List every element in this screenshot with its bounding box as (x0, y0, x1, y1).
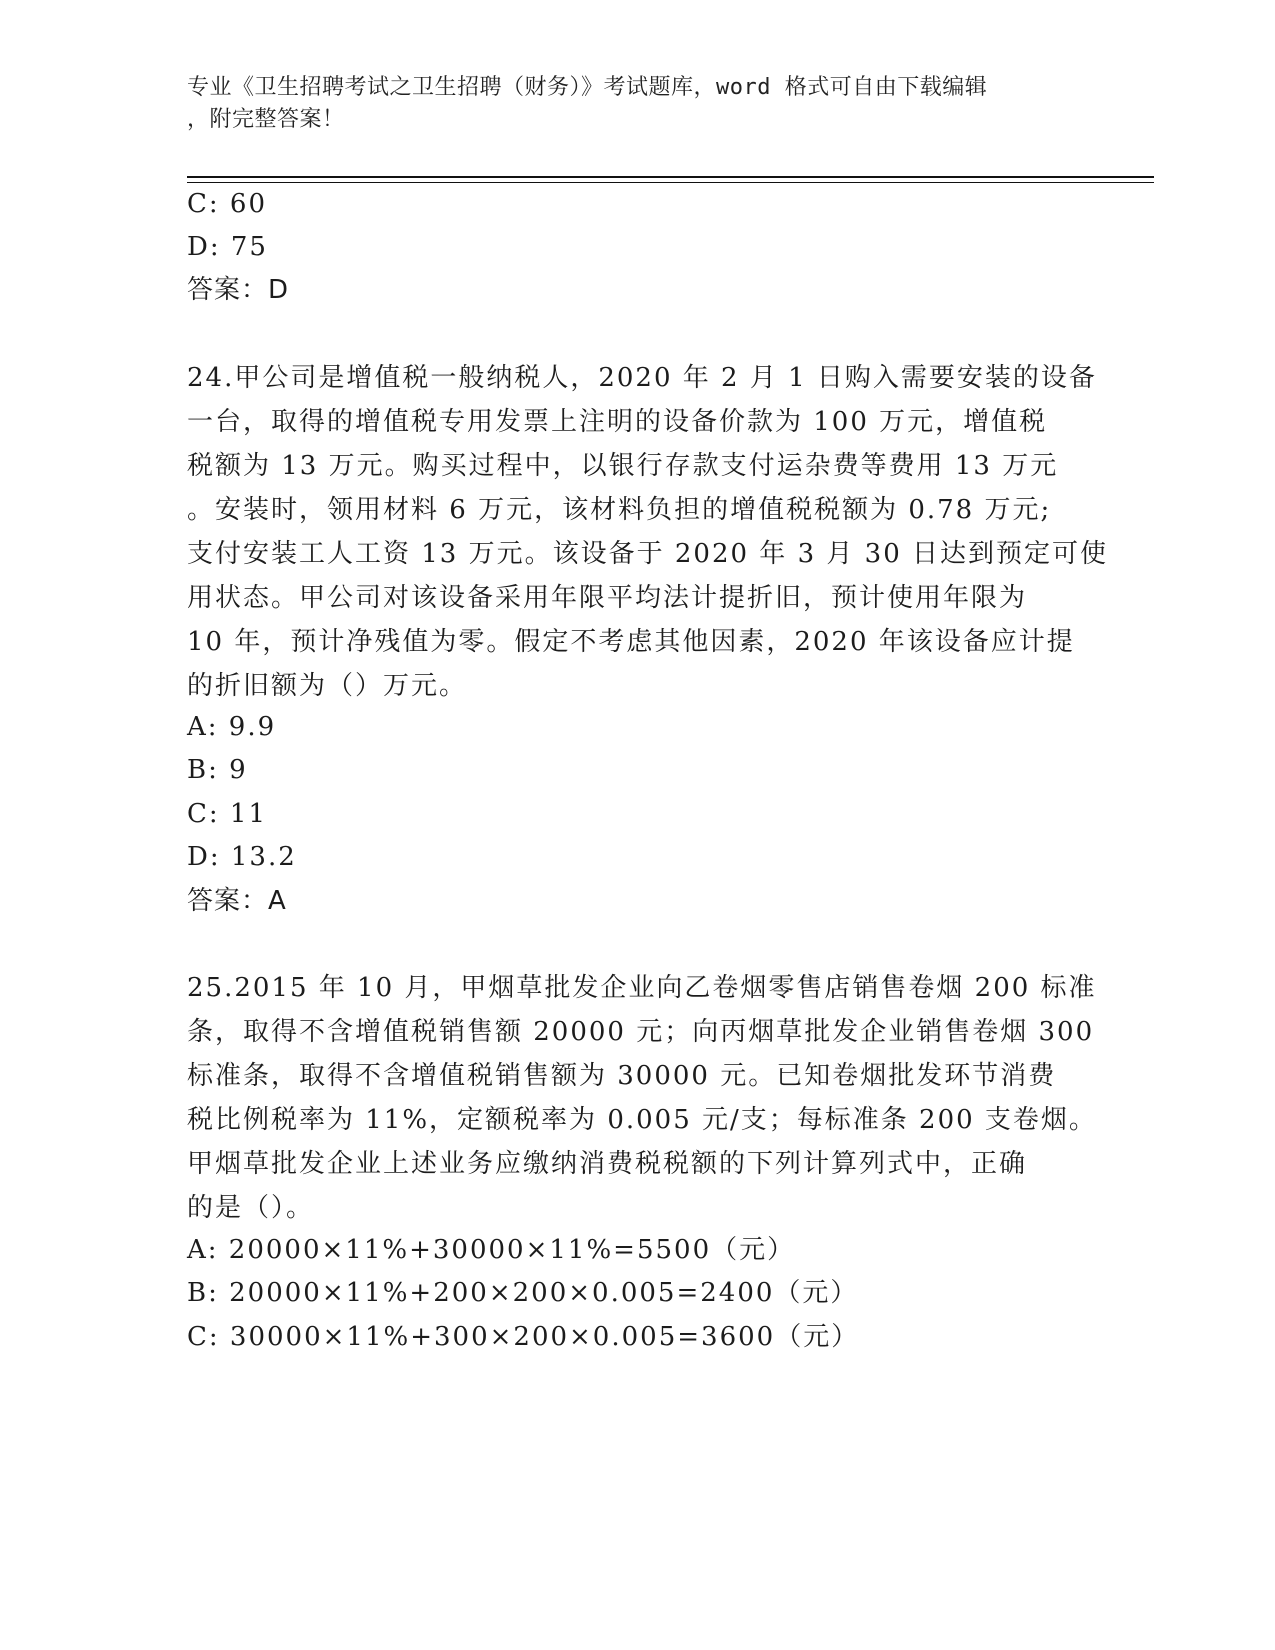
prev-answer: 答案：D (187, 275, 290, 305)
q25-option-b: B: 20000×11%+200×200×0.005=2400（元） (187, 1278, 859, 1308)
q24-text-line: 税额为 13 万元。购买过程中，以银行存款支付运杂费等费用 13 万元 (187, 451, 1059, 481)
q25-text-line: 甲烟草批发企业上述业务应缴纳消费税税额的下列计算列式中，正确 (187, 1149, 1028, 1179)
prev-option-d: D: 75 (187, 232, 268, 262)
q24-answer: 答案：A (187, 886, 287, 916)
q25-text-line: 标准条，取得不含增值税销售额为 30000 元。已知卷烟批发环节消费 (187, 1061, 1057, 1091)
prev-option-c: C: 60 (187, 189, 268, 219)
document-header (187, 72, 1067, 136)
header-line-2: ，附完整答案！ (187, 107, 345, 132)
header-divider-thick (187, 176, 1154, 178)
q25-text-line: 25.2015 年 10 月，甲烟草批发企业向乙卷烟零售店销售卷烟 200 标准 (187, 973, 1097, 1003)
q24-text-line: 支付安装工人工资 13 万元。该设备于 2020 年 3 月 30 日达到预定可使 (187, 539, 1108, 569)
q25-option-c: C: 30000×11%+300×200×0.005=3600（元） (187, 1322, 860, 1352)
q24-option-a: A: 9.9 (187, 712, 277, 742)
q24-text-line: 10 年，预计净残值为零。假定不考虑其他因素，2020 年该设备应计提 (187, 627, 1075, 657)
q25-text-line: 税比例税率为 11%，定额税率为 0.005 元/支；每标准条 200 支卷烟。 (187, 1105, 1097, 1135)
q24-option-b: B: 9 (187, 755, 248, 785)
header-divider-thin (187, 182, 1154, 183)
q25-option-a: A: 20000×11%+30000×11%=5500（元） (187, 1235, 796, 1265)
q25-text-line: 的是（）。 (187, 1193, 315, 1223)
q24-text-line: 一台，取得的增值税专用发票上注明的设备价款为 100 万元，增值税 (187, 407, 1048, 437)
q24-option-c: C: 11 (187, 799, 268, 829)
q25-text-line: 条，取得不含增值税销售额 20000 元；向丙烟草批发企业销售卷烟 300 (187, 1017, 1095, 1047)
q24-text-line: 24.甲公司是增值税一般纳税人，2020 年 2 月 1 日购入需要安装的设备 (187, 363, 1097, 393)
q24-text-line: 的折旧额为（）万元。 (187, 671, 468, 701)
header-line-1: 专业《卫生招聘考试之卫生招聘（财务）》考试题库，word 格式可自由下载编辑 (187, 75, 988, 100)
q24-text-line: 。安装时，领用材料 6 万元，该材料负担的增值税税额为 0.78 万元; (187, 495, 1052, 525)
q24-option-d: D: 13.2 (187, 842, 297, 872)
q24-text-line: 用状态。甲公司对该设备采用年限平均法计提折旧，预计使用年限为 (187, 583, 1028, 613)
